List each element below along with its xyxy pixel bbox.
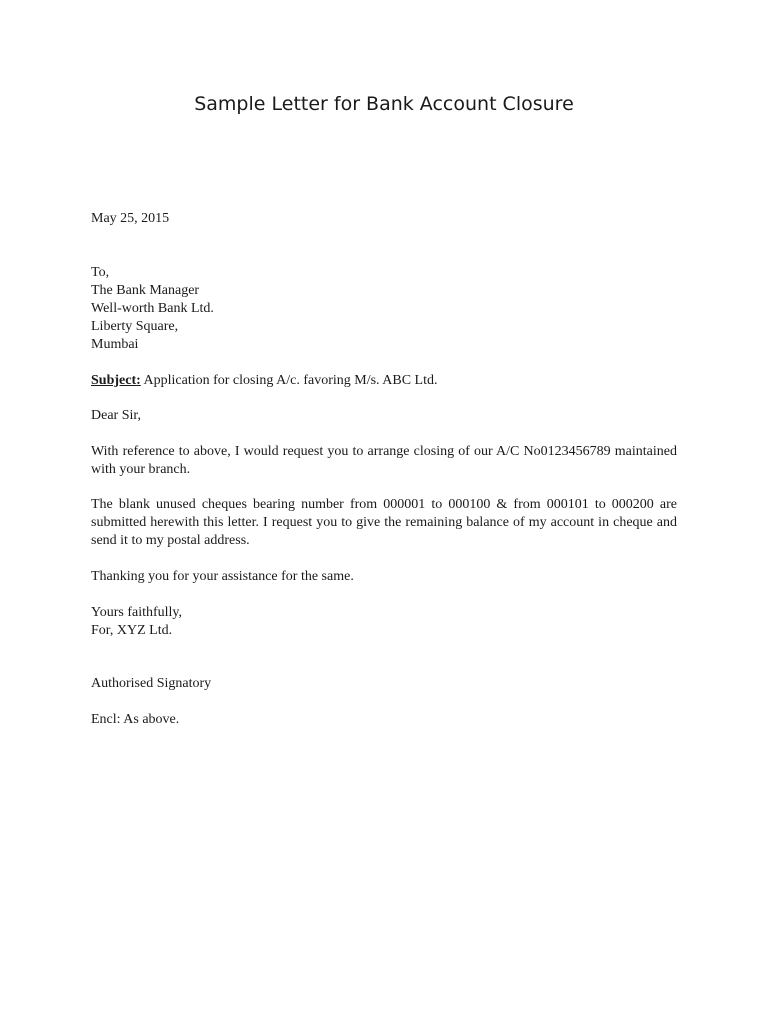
enclosure: Encl: As above.: [91, 712, 180, 727]
recipient-line-2: Well-worth Bank Ltd.: [91, 301, 214, 316]
closing-line-2: For, XYZ Ltd.: [91, 623, 173, 638]
recipient-to: To,: [91, 265, 110, 280]
recipient-line-3: Liberty Square,: [91, 319, 179, 334]
letter-date: May 25, 2015: [91, 211, 170, 226]
closing-block: [91, 604, 677, 640]
greeting: Dear Sir,: [91, 408, 141, 423]
subject-line: [91, 372, 677, 390]
paragraph-1: With reference to above, I would request you to arrange closing of our A/C No0123456789 maintained with your branch.: [91, 444, 677, 477]
paragraph-2: The blank unused cheques bearing number from 000001 to 000100 & from 000101 to 000200 are submitted herewith this letter. I request you to give the remaining balance of my account in cheque and send it to my postal address.: [91, 497, 677, 548]
recipient-line-4: Mumbai: [91, 337, 139, 352]
subject-label: Subject:: [91, 373, 141, 388]
recipient-address: [91, 264, 677, 354]
closing-line-1: Yours faithfully,: [91, 605, 183, 620]
document-title: Sample Letter for Bank Account Closure: [194, 93, 574, 115]
signatory: Authorised Signatory: [91, 676, 212, 691]
subject-text: Application for closing A/c. favoring M/s. ABC Ltd.: [140, 373, 438, 388]
paragraph-3: Thanking you for your assistance for the same.: [91, 569, 354, 584]
recipient-line-1: The Bank Manager: [91, 283, 200, 298]
